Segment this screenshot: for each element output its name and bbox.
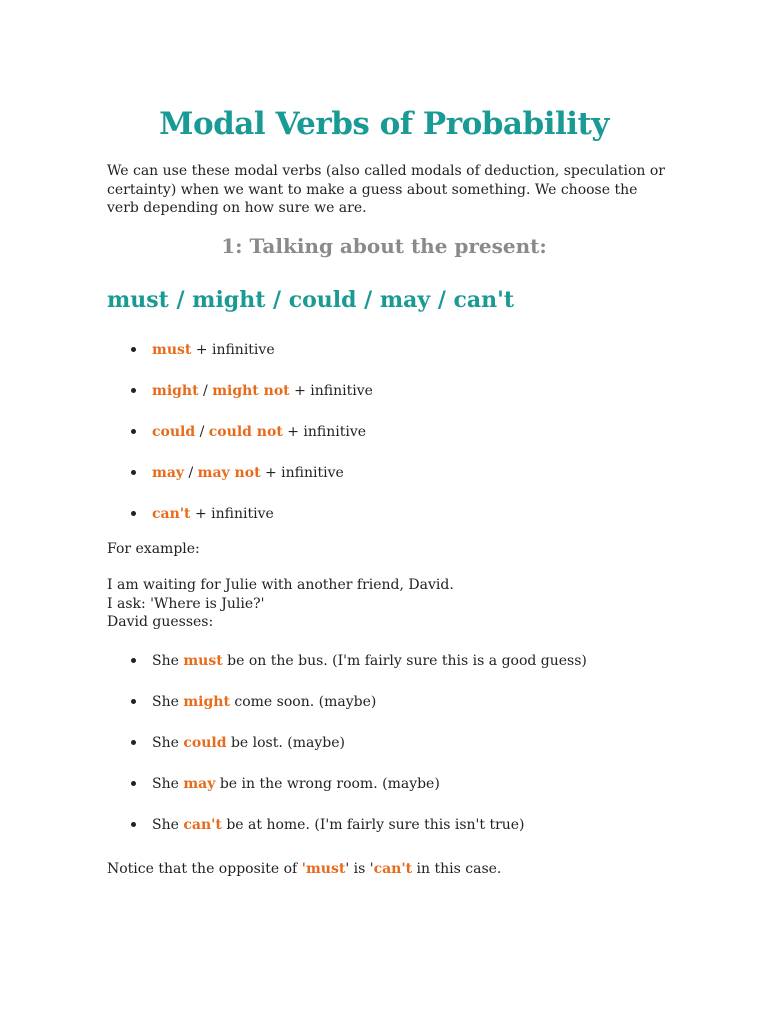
modal-verb: must bbox=[305, 861, 346, 877]
page-title: Modal Verbs of Probability bbox=[159, 106, 609, 142]
modal-verb-negative: could not bbox=[208, 424, 283, 440]
bullet-icon bbox=[131, 658, 136, 663]
list-item-text: must + infinitive bbox=[152, 342, 275, 358]
list-item-text: She might come soon. (maybe) bbox=[152, 694, 377, 710]
bullet-icon bbox=[131, 511, 136, 516]
bullet-icon bbox=[131, 781, 136, 786]
modal-verb: can't bbox=[183, 817, 222, 833]
bullet-icon bbox=[131, 822, 136, 827]
list-item-text: She could be lost. (maybe) bbox=[152, 735, 345, 751]
modal-verb-negative: might not bbox=[212, 383, 290, 399]
modal-verb: could bbox=[183, 735, 227, 751]
list-item-text: could / could not + infinitive bbox=[152, 424, 367, 440]
bullet-icon bbox=[131, 429, 136, 434]
for-example-label: For example: bbox=[107, 541, 200, 557]
notice-paragraph: Notice that the opposite of 'must' is 'can't in this case. bbox=[107, 861, 502, 877]
verbs-heading: must / might / could / may / can't bbox=[107, 287, 515, 313]
modal-verb-negative: may not bbox=[197, 465, 261, 481]
modal-verb: must bbox=[152, 342, 192, 358]
modal-verb: must bbox=[183, 653, 223, 669]
bullet-icon bbox=[131, 699, 136, 704]
modal-verb: can't bbox=[373, 861, 413, 877]
bullet-icon bbox=[131, 740, 136, 745]
scenario-line: David guesses: bbox=[107, 614, 214, 630]
scenario-paragraph bbox=[107, 576, 454, 632]
modal-verb: could bbox=[152, 424, 196, 440]
list-item-text: She must be on the bus. (I'm fairly sure this is a good guess) bbox=[152, 653, 587, 669]
modal-verb: may bbox=[183, 776, 216, 792]
list-item-text: may / may not + infinitive bbox=[152, 465, 344, 481]
modal-verb: can't bbox=[152, 506, 191, 522]
modal-verb: might bbox=[183, 694, 230, 710]
list-item-text: might / might not + infinitive bbox=[152, 383, 373, 399]
scenario-line: I am waiting for Julie with another friend, David. bbox=[107, 577, 454, 593]
scenario-line: I ask: 'Where is Julie?' bbox=[107, 595, 265, 612]
list-item-text: can't + infinitive bbox=[152, 506, 274, 522]
modal-verb: may bbox=[152, 465, 185, 481]
bullet-icon bbox=[131, 388, 136, 393]
bullet-icon bbox=[131, 470, 136, 475]
section-heading: 1: Talking about the present: bbox=[221, 234, 547, 258]
intro-paragraph: We can use these modal verbs (also called modals of deduction, speculation or certainty) when we want to make a guess about something. We choose the verb depending on how sure we are. bbox=[107, 163, 665, 216]
list-item-text: She can't be at home. (I'm fairly sure this isn't true) bbox=[152, 817, 525, 833]
modal-verb: might bbox=[152, 383, 199, 399]
list-item-text: She may be in the wrong room. (maybe) bbox=[152, 776, 440, 792]
bullet-icon bbox=[131, 347, 136, 352]
